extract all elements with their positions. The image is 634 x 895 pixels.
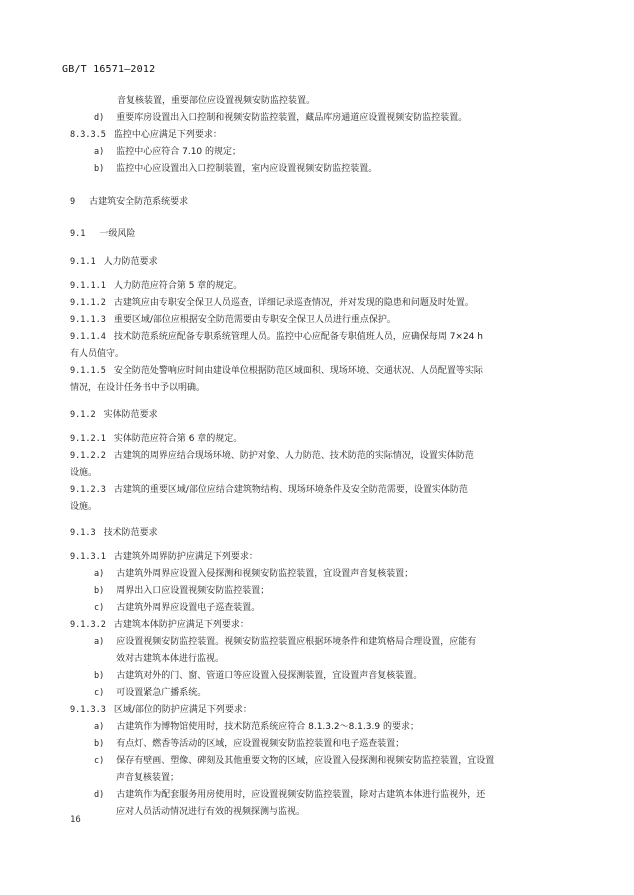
clause-text: 人力防范应符合第 5 章的规定。 [113,281,243,291]
clause-number: c) [94,603,105,613]
text-line [70,229,135,240]
clause-text: 区域/部位的防护应满足下列要求： [113,705,252,715]
text-line [116,807,305,818]
clause-number: 9.1 [70,229,86,239]
clause-number: a) [94,637,105,647]
clause-number: 9.1.1.3 [70,315,106,325]
page-number: 16 [70,815,81,825]
text-line [70,451,474,462]
standard-header: GB/T 16571—2012 [62,64,156,75]
text-line [70,410,158,421]
clause-number: 9.1.3.1 [70,552,106,562]
text-line [70,298,474,309]
clause-text: 音复核装置，重要部位应设置视频安防监控装置。 [117,96,316,106]
text-line [94,722,419,733]
clause-number: 8.3.3.5 [70,130,106,140]
clause-number: b) [94,586,105,596]
text-line [94,688,206,699]
clause-number: 9.1.2 [70,410,96,420]
clause-text: 声音复核装置； [116,773,180,783]
clause-number: 9.1.3.3 [70,705,106,715]
clause-text: 古建筑外周界应设置入侵探测和视频安防监控装置，宜设置声音复核装置； [116,569,414,579]
text-line [117,96,315,107]
clause-text: 监控中心应符合 7.10 的规定； [116,147,242,157]
clause-number: 9.1.2.3 [70,485,106,495]
clause-text: 有人员值守。 [70,349,125,359]
text-line [70,197,188,208]
text-line [116,773,179,784]
clause-text: 人力防范要求 [103,257,158,267]
clause-text: 一级风险 [99,229,136,239]
text-line [70,485,468,496]
text-line [70,130,222,141]
clause-number: 9.1.2.2 [70,451,106,461]
text-line [94,164,377,175]
clause-text: 古建筑作为博物馆使用时，技术防范系统应符合 8.1.3.2～8.1.3.9 的要求； [116,722,419,732]
clause-number: c) [94,756,105,766]
clause-number: d) [94,113,105,123]
clause-text: 保存有壁画、塑像、碑刻及其他重要文物的区域，应设置入侵探测和视频安防监控装置，宜设置 [116,756,495,766]
clause-number: 9.1.2.1 [70,434,106,444]
clause-number: 9.1.1.5 [70,366,106,376]
text-line [70,468,97,479]
clause-text: 应对人员活动情况进行有效的视频探测与监视。 [116,807,306,817]
clause-number: 9.1.1.4 [70,332,106,342]
clause-text: 安全防范处警响应时间由建设单位根据防范区域面积、现场环境、交通状况、人员配置等实际 [113,366,483,376]
clause-text: 古建筑作为配套服务用房使用时，应设置视频安防监控装置，除对古建筑本体进行监视外，还 [116,790,486,800]
clause-number: d) [94,790,105,800]
clause-text: 实体防范要求 [103,410,158,420]
clause-text: 有点灯、燃香等活动的区域，应设置视频安防监控装置和电子巡查装置； [116,739,405,749]
text-line [70,705,252,716]
clause-text: 技术防范要求 [103,528,158,538]
clause-number: a) [94,147,105,157]
text-line [94,603,260,614]
clause-number: 9.1.1 [70,257,96,267]
text-line [70,528,158,539]
text-line [94,586,269,597]
text-line [70,257,158,268]
clause-number: 9 [70,197,76,207]
clause-number: 9.1.1.2 [70,298,106,308]
clause-text: 古建筑外周界防护应满足下列要求： [113,552,258,562]
text-line [94,756,494,767]
clause-text: 可设置紧急广播系统。 [116,688,207,698]
text-line [94,147,241,158]
clause-number: 9.1.3.2 [70,620,106,630]
clause-number: c) [94,688,105,698]
clause-number: a) [94,722,105,732]
clause-number: 9.1.1.1 [70,281,106,291]
clause-number: a) [94,569,105,579]
text-line [94,637,476,648]
clause-text: 古建筑外周界应设置电子巡查装置。 [116,603,261,613]
clause-text: 技术防范系统应配备专职系统管理人员。监控中心应配备专职值班人员，应确保每周 7×24 h [113,332,483,342]
clause-text: 重要区域/部位应根据安全防范需要由专职安全保卫人员进行重点保护。 [113,315,396,325]
text-line [94,113,467,124]
clause-text: 古建筑的重要区域/部位应结合建筑物结构、现场环境条件及安全防范需要，设置实体防范 [113,485,468,495]
clause-text: 古建筑的周界应结合现场环境、防护对象、人力防范、技术防范的实际情况，设置实体防范 [113,451,474,461]
clause-text: 应设置视频安防监控装置。视频安防监控装置应根据环境条件和建筑格局合理设置，应能有 [116,637,477,647]
clause-text: 古建筑对外的门、窗、管道口等应设置入侵探测装置，宜设置声音复核装置。 [116,671,423,681]
text-line [70,552,258,563]
clause-text: 监控中心应满足下列要求： [113,130,222,140]
text-line [94,739,404,750]
text-line [70,315,396,326]
clause-text: 效对古建筑本体进行监视。 [116,654,225,664]
clause-number: b) [94,739,105,749]
clause-text: 古建筑安全防范系统要求 [89,197,189,207]
clause-text: 实体防范应符合第 6 章的规定。 [113,434,243,444]
clause-text: 设施。 [70,468,98,478]
clause-text: 重要库房设置出入口控制和视频安防监控装置，藏品库房通道应设置视频安防监控装置。 [116,113,468,123]
clause-text: 监控中心应设置出入口控制装置，室内应设置视频安防监控装置。 [116,164,378,174]
text-line [70,434,242,445]
clause-text: 古建筑应由专职安全保卫人员巡查，详细记录巡查情况，并对发现的隐患和问题及时处置。 [113,298,474,308]
clause-text: 周界出入口应设置视频安防监控装置； [116,586,270,596]
text-line [70,281,242,292]
clause-number: b) [94,671,105,681]
clause-number: b) [94,164,105,174]
text-line [70,349,124,360]
clause-text: 情况，在设计任务书中予以明确。 [70,383,206,393]
text-line [116,654,224,665]
text-line [94,790,485,801]
text-line [94,671,422,682]
clause-text: 古建筑本体防护应满足下列要求： [113,620,249,630]
text-line [70,366,483,377]
text-line [70,620,249,631]
clause-number: 9.1.3 [70,528,96,538]
clause-text: 设施。 [70,502,98,512]
text-line [94,569,413,580]
text-line [70,502,97,513]
text-line [70,383,205,394]
text-line [70,332,483,343]
